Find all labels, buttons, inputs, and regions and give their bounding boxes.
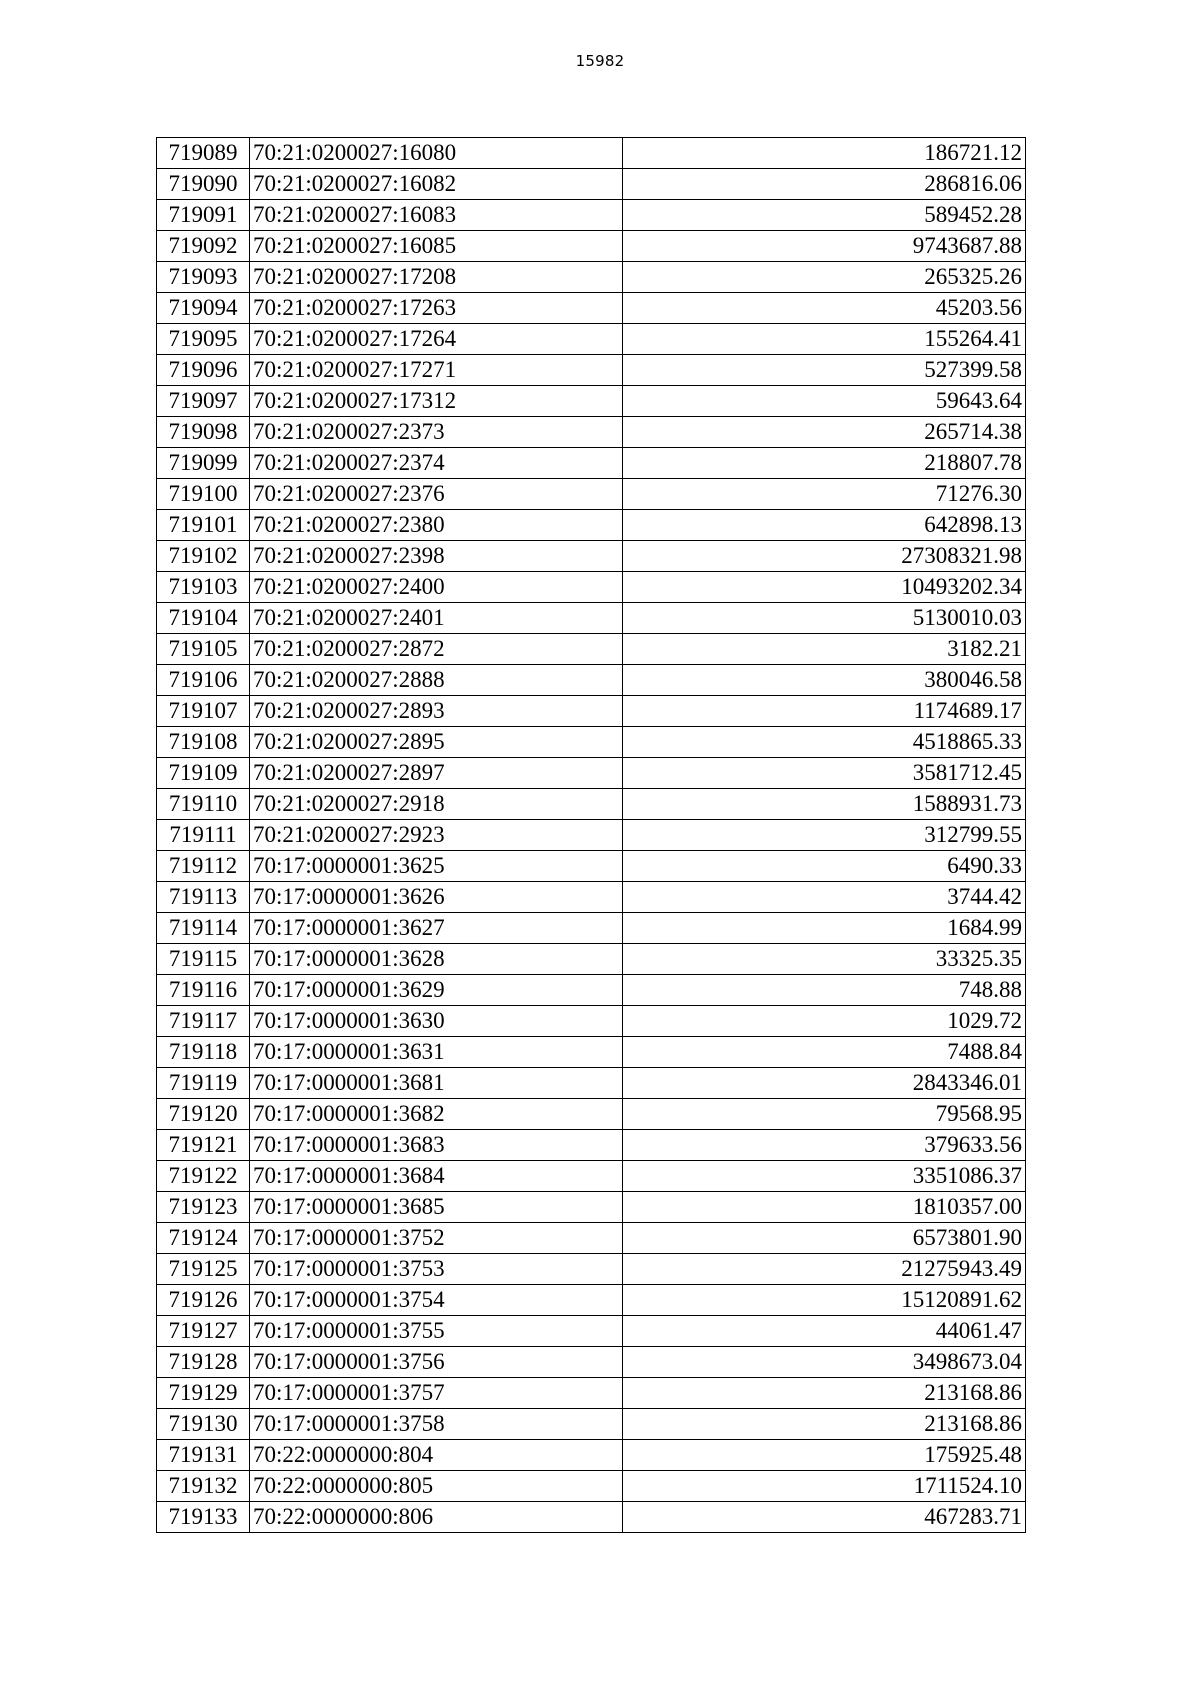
cadastral-number-cell: 70:21:0200027:2374 <box>250 448 623 479</box>
page-number: 15982 <box>575 52 625 70</box>
value-cell: 265714.38 <box>623 417 1026 448</box>
table-body <box>157 138 1026 1533</box>
row-number-cell: 719102 <box>157 541 250 572</box>
cadastral-number-cell: 70:21:0200027:2380 <box>250 510 623 541</box>
table-row <box>157 1440 1026 1471</box>
value-cell: 10493202.34 <box>623 572 1026 603</box>
cadastral-number-cell: 70:17:0000001:3627 <box>250 913 623 944</box>
cadastral-number-cell: 70:17:0000001:3629 <box>250 975 623 1006</box>
row-number-cell: 719098 <box>157 417 250 448</box>
table-row <box>157 851 1026 882</box>
row-number-cell: 719099 <box>157 448 250 479</box>
table-row <box>157 1471 1026 1502</box>
cadastral-number-cell: 70:22:0000000:805 <box>250 1471 623 1502</box>
value-cell: 213168.86 <box>623 1378 1026 1409</box>
value-cell: 45203.56 <box>623 293 1026 324</box>
table-row <box>157 1502 1026 1533</box>
row-number-cell: 719127 <box>157 1316 250 1347</box>
row-number-cell: 719125 <box>157 1254 250 1285</box>
table-row <box>157 634 1026 665</box>
table-row <box>157 293 1026 324</box>
cadastral-number-cell: 70:21:0200027:16085 <box>250 231 623 262</box>
cadastral-number-cell: 70:17:0000001:3683 <box>250 1130 623 1161</box>
cadastral-number-cell: 70:17:0000001:3756 <box>250 1347 623 1378</box>
value-cell: 380046.58 <box>623 665 1026 696</box>
value-cell: 33325.35 <box>623 944 1026 975</box>
value-cell: 21275943.49 <box>623 1254 1026 1285</box>
row-number-cell: 719131 <box>157 1440 250 1471</box>
table-row <box>157 572 1026 603</box>
cadastral-number-cell: 70:21:0200027:16080 <box>250 138 623 169</box>
value-cell: 71276.30 <box>623 479 1026 510</box>
table-row <box>157 913 1026 944</box>
row-number-cell: 719106 <box>157 665 250 696</box>
cadastral-number-cell: 70:17:0000001:3753 <box>250 1254 623 1285</box>
cadastral-number-cell: 70:21:0200027:17263 <box>250 293 623 324</box>
row-number-cell: 719101 <box>157 510 250 541</box>
cadastral-number-cell: 70:17:0000001:3684 <box>250 1161 623 1192</box>
cadastral-number-cell: 70:17:0000001:3758 <box>250 1409 623 1440</box>
cadastral-value-table <box>156 137 1026 1533</box>
value-cell: 589452.28 <box>623 200 1026 231</box>
row-number-cell: 719124 <box>157 1223 250 1254</box>
table-row <box>157 1223 1026 1254</box>
table-row <box>157 882 1026 913</box>
cadastral-number-cell: 70:17:0000001:3630 <box>250 1006 623 1037</box>
cadastral-number-cell: 70:21:0200027:2376 <box>250 479 623 510</box>
table-row <box>157 758 1026 789</box>
value-cell: 1684.99 <box>623 913 1026 944</box>
row-number-cell: 719128 <box>157 1347 250 1378</box>
table-row <box>157 1254 1026 1285</box>
value-cell: 213168.86 <box>623 1409 1026 1440</box>
cadastral-number-cell: 70:21:0200027:2872 <box>250 634 623 665</box>
value-cell: 1029.72 <box>623 1006 1026 1037</box>
row-number-cell: 719091 <box>157 200 250 231</box>
row-number-cell: 719095 <box>157 324 250 355</box>
row-number-cell: 719133 <box>157 1502 250 1533</box>
row-number-cell: 719120 <box>157 1099 250 1130</box>
table-row <box>157 1161 1026 1192</box>
table-row <box>157 541 1026 572</box>
table-row <box>157 1378 1026 1409</box>
cadastral-number-cell: 70:17:0000001:3626 <box>250 882 623 913</box>
row-number-cell: 719108 <box>157 727 250 758</box>
cadastral-number-cell: 70:21:0200027:2893 <box>250 696 623 727</box>
row-number-cell: 719100 <box>157 479 250 510</box>
table-row <box>157 169 1026 200</box>
table-row <box>157 479 1026 510</box>
value-cell: 3498673.04 <box>623 1347 1026 1378</box>
table-row <box>157 944 1026 975</box>
table-row <box>157 1037 1026 1068</box>
row-number-cell: 719105 <box>157 634 250 665</box>
table-row <box>157 1068 1026 1099</box>
value-cell: 379633.56 <box>623 1130 1026 1161</box>
row-number-cell: 719096 <box>157 355 250 386</box>
value-cell: 286816.06 <box>623 169 1026 200</box>
table-row <box>157 1130 1026 1161</box>
value-cell: 748.88 <box>623 975 1026 1006</box>
cadastral-number-cell: 70:22:0000000:806 <box>250 1502 623 1533</box>
cadastral-number-cell: 70:21:0200027:2400 <box>250 572 623 603</box>
row-number-cell: 719123 <box>157 1192 250 1223</box>
table-row <box>157 231 1026 262</box>
table-row <box>157 696 1026 727</box>
table-row <box>157 1316 1026 1347</box>
row-number-cell: 719089 <box>157 138 250 169</box>
value-cell: 15120891.62 <box>623 1285 1026 1316</box>
value-cell: 467283.71 <box>623 1502 1026 1533</box>
value-cell: 3182.21 <box>623 634 1026 665</box>
table-row <box>157 386 1026 417</box>
row-number-cell: 719119 <box>157 1068 250 1099</box>
row-number-cell: 719129 <box>157 1378 250 1409</box>
table-row <box>157 1285 1026 1316</box>
table-row <box>157 1409 1026 1440</box>
cadastral-number-cell: 70:21:0200027:2923 <box>250 820 623 851</box>
cadastral-number-cell: 70:17:0000001:3752 <box>250 1223 623 1254</box>
value-cell: 3581712.45 <box>623 758 1026 789</box>
value-cell: 1810357.00 <box>623 1192 1026 1223</box>
row-number-cell: 719090 <box>157 169 250 200</box>
row-number-cell: 719093 <box>157 262 250 293</box>
row-number-cell: 719094 <box>157 293 250 324</box>
row-number-cell: 719104 <box>157 603 250 634</box>
value-cell: 6573801.90 <box>623 1223 1026 1254</box>
row-number-cell: 719116 <box>157 975 250 1006</box>
value-cell: 6490.33 <box>623 851 1026 882</box>
cadastral-number-cell: 70:21:0200027:17312 <box>250 386 623 417</box>
cadastral-number-cell: 70:17:0000001:3685 <box>250 1192 623 1223</box>
value-cell: 312799.55 <box>623 820 1026 851</box>
table-row <box>157 324 1026 355</box>
cadastral-number-cell: 70:21:0200027:2897 <box>250 758 623 789</box>
value-cell: 59643.64 <box>623 386 1026 417</box>
row-number-cell: 719103 <box>157 572 250 603</box>
value-cell: 527399.58 <box>623 355 1026 386</box>
value-cell: 3744.42 <box>623 882 1026 913</box>
table-row <box>157 510 1026 541</box>
table-row <box>157 727 1026 758</box>
value-cell: 1711524.10 <box>623 1471 1026 1502</box>
table-row <box>157 262 1026 293</box>
table-row <box>157 820 1026 851</box>
row-number-cell: 719109 <box>157 758 250 789</box>
row-number-cell: 719112 <box>157 851 250 882</box>
cadastral-number-cell: 70:21:0200027:17271 <box>250 355 623 386</box>
value-cell: 9743687.88 <box>623 231 1026 262</box>
value-cell: 4518865.33 <box>623 727 1026 758</box>
value-cell: 79568.95 <box>623 1099 1026 1130</box>
cadastral-number-cell: 70:17:0000001:3754 <box>250 1285 623 1316</box>
table-row <box>157 665 1026 696</box>
cadastral-number-cell: 70:17:0000001:3628 <box>250 944 623 975</box>
row-number-cell: 719117 <box>157 1006 250 1037</box>
cadastral-number-cell: 70:21:0200027:16083 <box>250 200 623 231</box>
cadastral-number-cell: 70:21:0200027:2401 <box>250 603 623 634</box>
row-number-cell: 719132 <box>157 1471 250 1502</box>
table-row <box>157 975 1026 1006</box>
value-cell: 1588931.73 <box>623 789 1026 820</box>
cadastral-number-cell: 70:21:0200027:2895 <box>250 727 623 758</box>
cadastral-number-cell: 70:17:0000001:3625 <box>250 851 623 882</box>
cadastral-number-cell: 70:17:0000001:3757 <box>250 1378 623 1409</box>
row-number-cell: 719115 <box>157 944 250 975</box>
table-row <box>157 1192 1026 1223</box>
value-cell: 155264.41 <box>623 324 1026 355</box>
row-number-cell: 719092 <box>157 231 250 262</box>
cadastral-number-cell: 70:17:0000001:3681 <box>250 1068 623 1099</box>
row-number-cell: 719111 <box>157 820 250 851</box>
row-number-cell: 719107 <box>157 696 250 727</box>
row-number-cell: 719097 <box>157 386 250 417</box>
value-cell: 265325.26 <box>623 262 1026 293</box>
table-row <box>157 1006 1026 1037</box>
row-number-cell: 719122 <box>157 1161 250 1192</box>
row-number-cell: 719126 <box>157 1285 250 1316</box>
cadastral-number-cell: 70:21:0200027:17264 <box>250 324 623 355</box>
cadastral-number-cell: 70:21:0200027:2373 <box>250 417 623 448</box>
value-cell: 7488.84 <box>623 1037 1026 1068</box>
table-row <box>157 1099 1026 1130</box>
cadastral-number-cell: 70:21:0200027:2398 <box>250 541 623 572</box>
table-row <box>157 417 1026 448</box>
cadastral-number-cell: 70:17:0000001:3755 <box>250 1316 623 1347</box>
value-cell: 642898.13 <box>623 510 1026 541</box>
row-number-cell: 719121 <box>157 1130 250 1161</box>
table-row <box>157 200 1026 231</box>
value-cell: 27308321.98 <box>623 541 1026 572</box>
table-row <box>157 355 1026 386</box>
table-row <box>157 603 1026 634</box>
row-number-cell: 719113 <box>157 882 250 913</box>
cadastral-number-cell: 70:17:0000001:3631 <box>250 1037 623 1068</box>
cadastral-number-cell: 70:21:0200027:17208 <box>250 262 623 293</box>
cadastral-number-cell: 70:22:0000000:804 <box>250 1440 623 1471</box>
value-cell: 44061.47 <box>623 1316 1026 1347</box>
row-number-cell: 719118 <box>157 1037 250 1068</box>
table-row <box>157 448 1026 479</box>
value-cell: 186721.12 <box>623 138 1026 169</box>
row-number-cell: 719130 <box>157 1409 250 1440</box>
value-cell: 218807.78 <box>623 448 1026 479</box>
value-cell: 5130010.03 <box>623 603 1026 634</box>
table-row <box>157 789 1026 820</box>
value-cell: 1174689.17 <box>623 696 1026 727</box>
cadastral-number-cell: 70:21:0200027:2888 <box>250 665 623 696</box>
row-number-cell: 719114 <box>157 913 250 944</box>
cadastral-number-cell: 70:21:0200027:16082 <box>250 169 623 200</box>
value-cell: 3351086.37 <box>623 1161 1026 1192</box>
value-cell: 2843346.01 <box>623 1068 1026 1099</box>
cadastral-number-cell: 70:17:0000001:3682 <box>250 1099 623 1130</box>
table-row <box>157 1347 1026 1378</box>
value-cell: 175925.48 <box>623 1440 1026 1471</box>
row-number-cell: 719110 <box>157 789 250 820</box>
cadastral-number-cell: 70:21:0200027:2918 <box>250 789 623 820</box>
table-row <box>157 138 1026 169</box>
